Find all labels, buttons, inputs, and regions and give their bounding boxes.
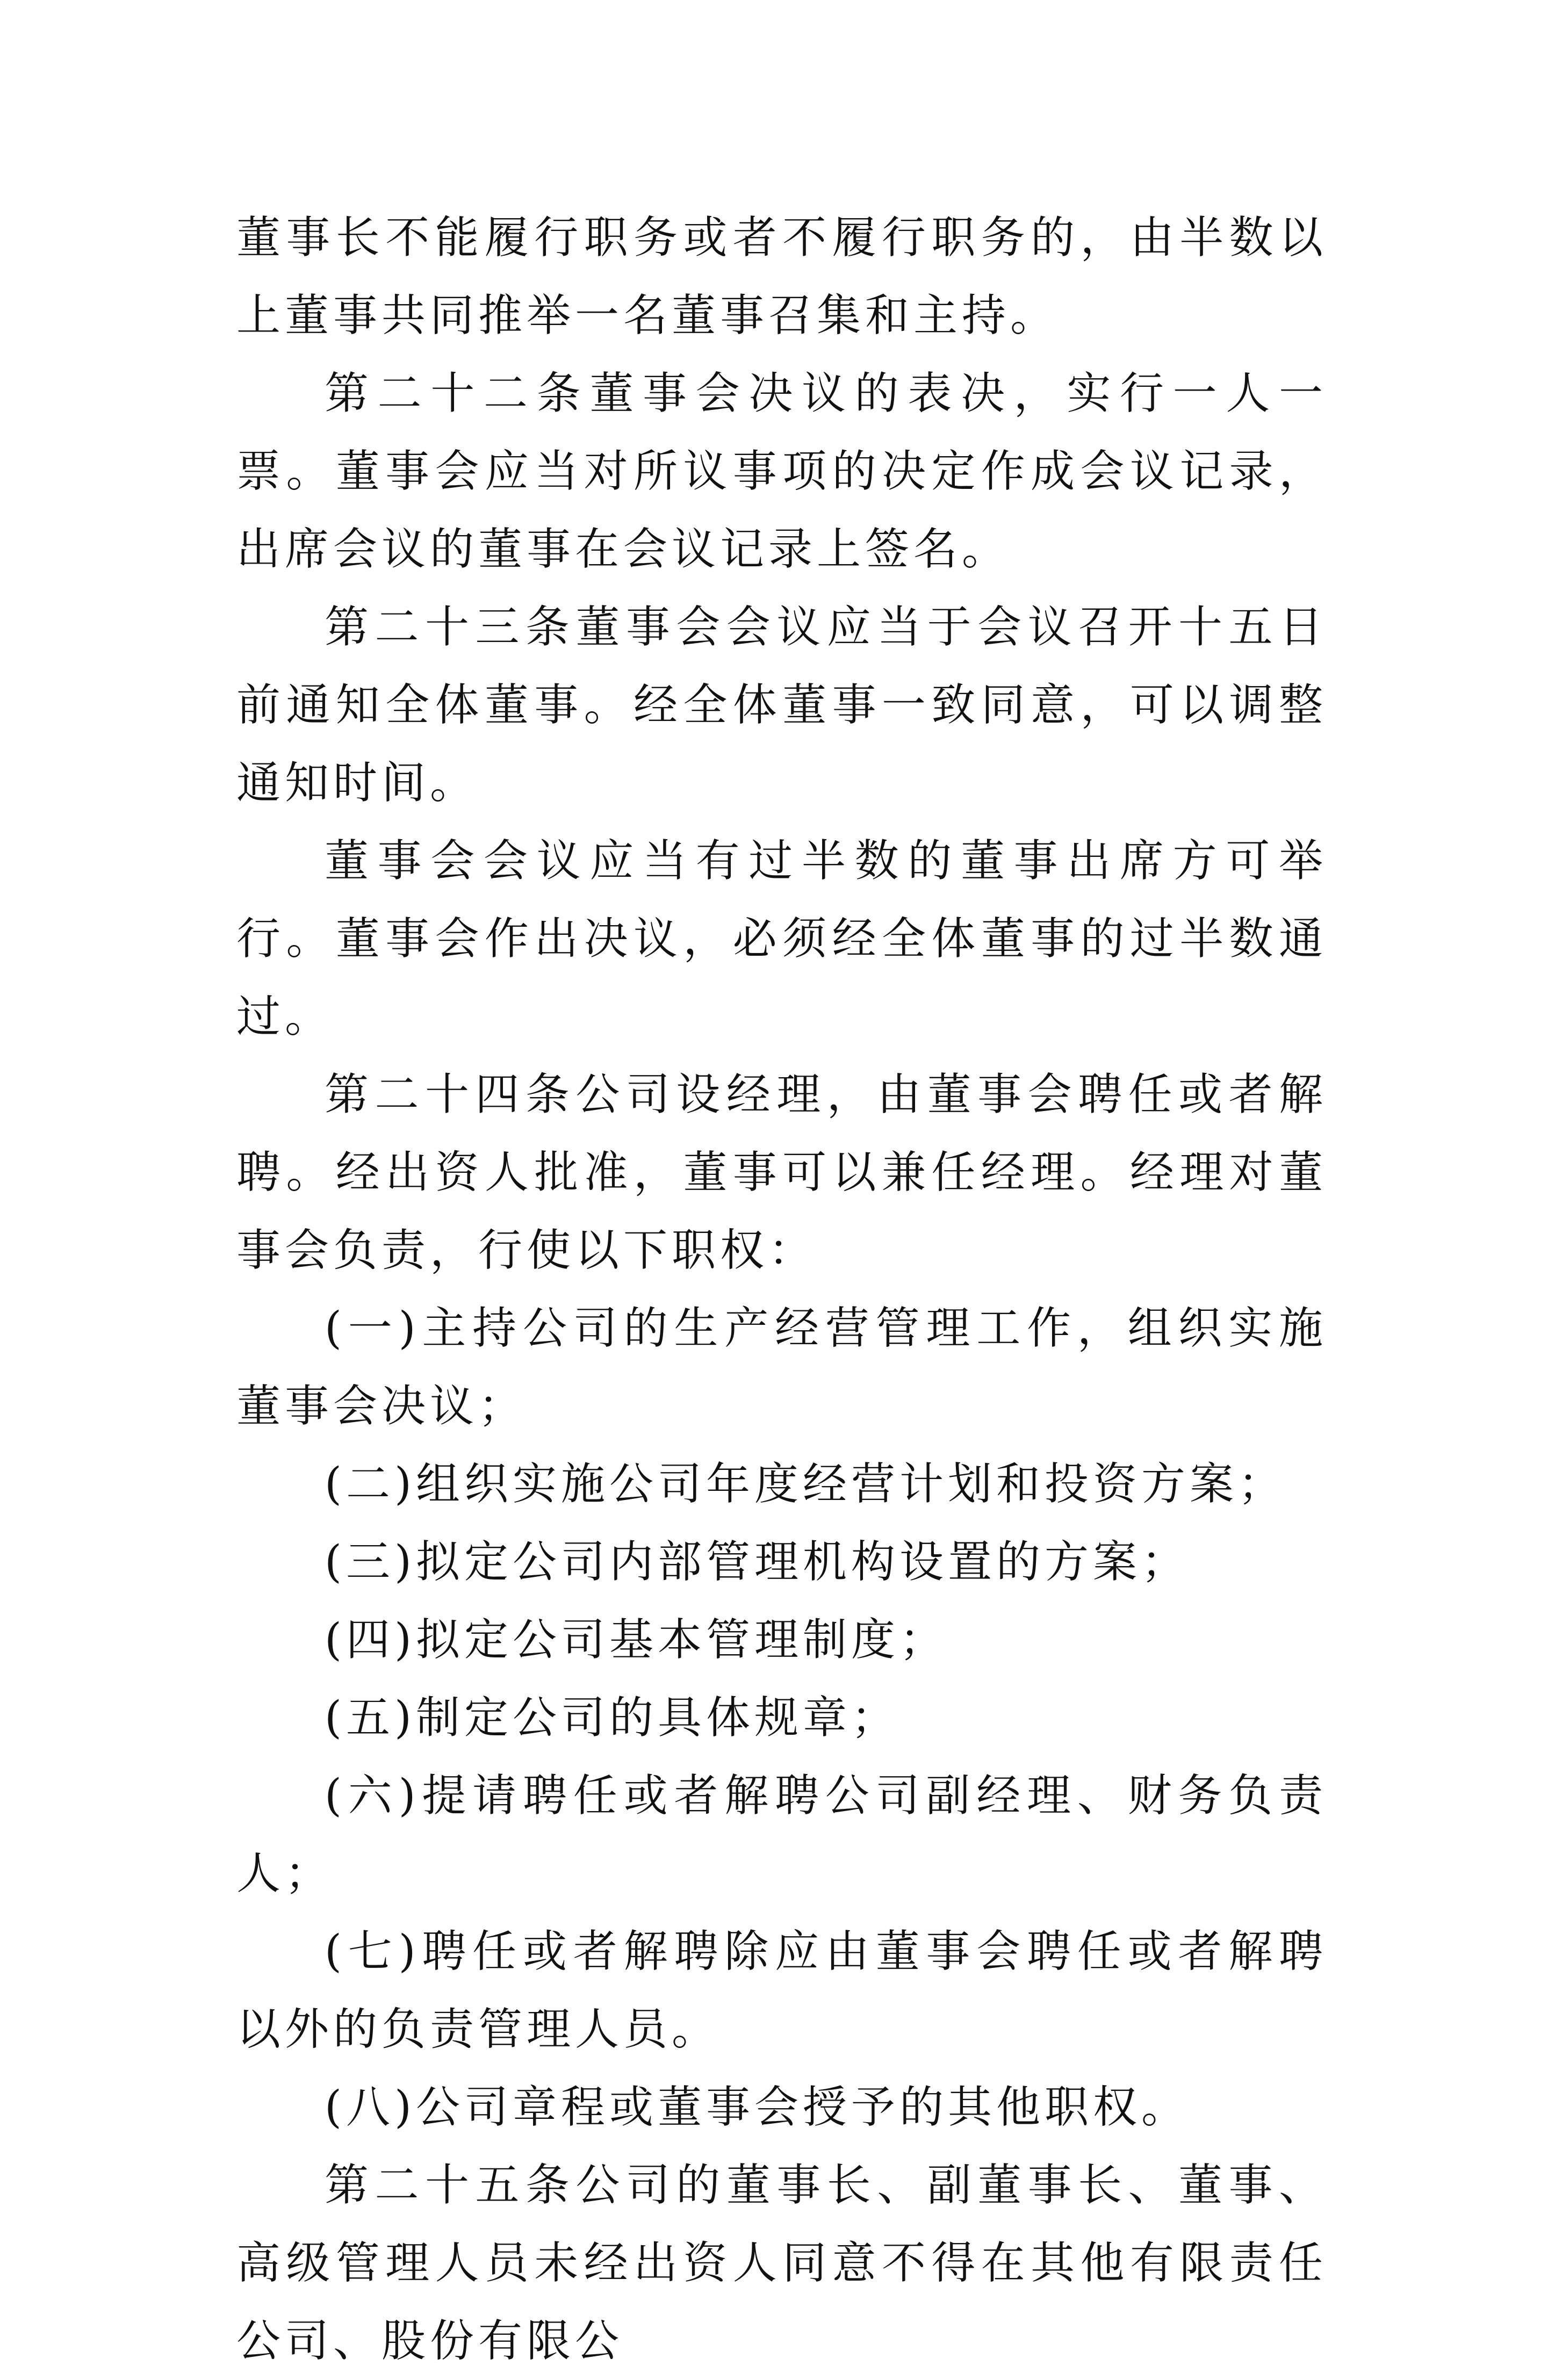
paragraph-quorum: 董事会会议应当有过半数的董事出席方可举行。董事会作出决议，必须经全体董事的过半数通过。 [236, 835, 1327, 1042]
paragraph-article-22: 第二十二条董事会决议的表决，实行一人一票。董事会应当对所议事项的决定作成会议记录，出席会议的董事在会议记录上签名。 [236, 368, 1327, 575]
paragraph-article-23: 第二十三条董事会会议应当于会议召开十五日前通知全体董事。经全体董事一致同意，可以调整通知时间。 [236, 602, 1327, 809]
paragraph-article-24: 第二十四条公司设经理，由董事会聘任或者解聘。经出资人批准，董事可以兼任经理。经理对董事会负责，行使以下职权： [236, 1069, 1327, 1276]
list-item-duty-8: (八)公司章程或董事会授予的其他职权。 [325, 2082, 1190, 2133]
list-item-duty-1: (一)主持公司的生产经营管理工作，组织实施董事会决议； [236, 1303, 1327, 1432]
list-item-duty-3: (三)拟定公司内部管理机构设置的方案； [325, 1537, 1190, 1588]
paragraph-chairman-absence: 董事长不能履行职务或者不履行职务的，由半数以上董事共同推举一名董事召集和主持。 [236, 212, 1327, 341]
list-item-duty-6: (六)提请聘任或者解聘公司副经理、财务负责人； [236, 1770, 1327, 1899]
list-item-duty-7: (七)聘任或者解聘除应由董事会聘任或者解聘以外的负责管理人员。 [236, 1926, 1327, 2055]
list-item-duty-5: (五)制定公司的具体规章； [325, 1692, 899, 1743]
document-body [236, 199, 1327, 2380]
list-item-duty-4: (四)拟定公司基本管理制度； [325, 1614, 948, 1665]
list-item-duty-2: (二)组织实施公司年度经营计划和投资方案； [325, 1459, 1286, 1510]
paragraph-article-25: 第二十五条公司的董事长、副董事长、董事、高级管理人员未经出资人同意不得在其他有限责任公司、股份有限公 [236, 2160, 1327, 2367]
